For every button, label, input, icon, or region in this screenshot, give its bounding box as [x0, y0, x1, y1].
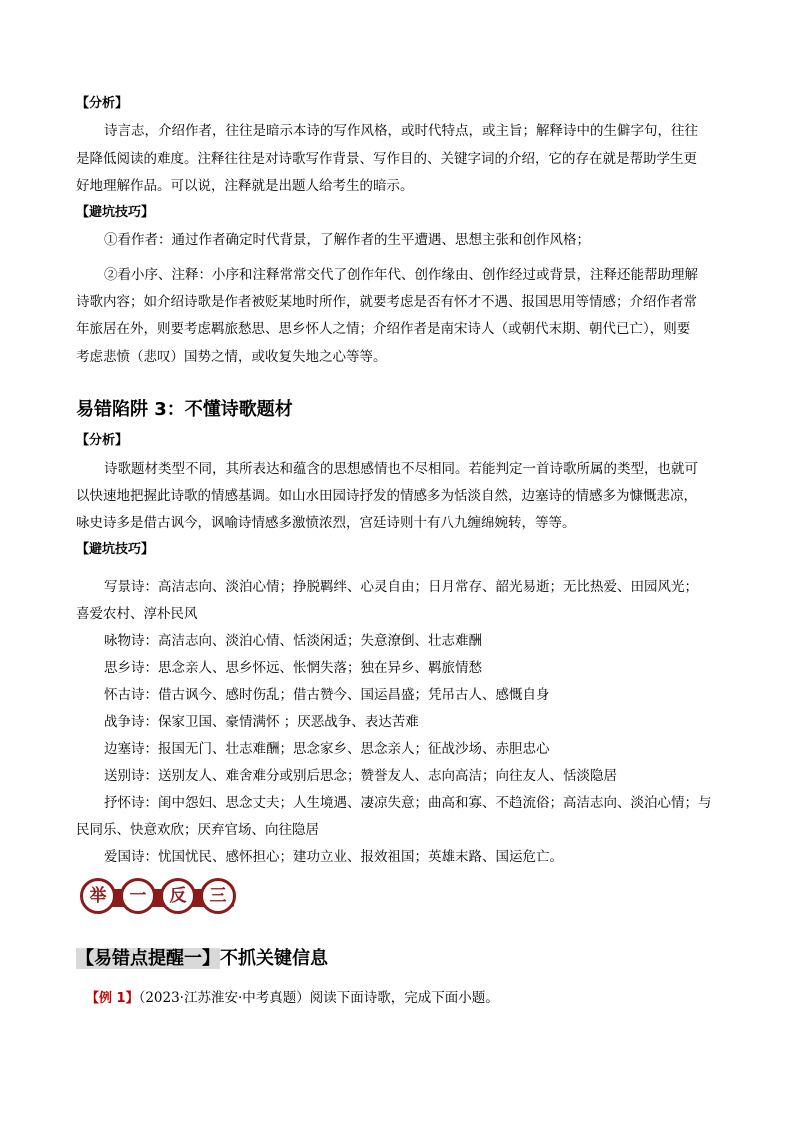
- banner-char: 举: [80, 878, 116, 914]
- banner-char: 一: [120, 878, 156, 914]
- tips-line: 怀古诗：借古讽今、感时伤乱；借古赞今、国运昌盛；凭吊古人、感慨自身: [104, 687, 550, 703]
- tips-line: 思乡诗：思念亲人、思乡怀远、怅惘失落；独在异乡、羁旅情愁: [104, 660, 482, 676]
- tips-line: 民同乐、快意欢欣；厌弃官场、向往隐居: [76, 822, 319, 838]
- juyifansan-banner: [80, 876, 240, 920]
- tips-line: ②看小序、注释：小序和注释常常交代了创作年代、创作缘由、创作经过或背景，注释还能帮助理解: [104, 267, 698, 283]
- reminder-heading: [76, 944, 328, 970]
- tips-line: 考虑悲愤（悲叹）国势之情，或收复失地之心等等。: [76, 349, 387, 365]
- tips-line: 边塞诗：报国无门、壮志难酬；思念家乡、思念亲人；征战沙场、赤胆忠心: [104, 741, 550, 757]
- tips-line: 写景诗：高洁志向、淡泊心情；挣脱羁绊、心灵自由；日月常存、韶光易逝；无比热爱、田园风光；: [104, 579, 698, 595]
- tips-line: 抒怀诗：闺中怨妇、思念丈夫；人生境遇、凄凉失意；曲高和寡、不趋流俗；高洁志向、淡泊心情；与: [104, 795, 712, 811]
- tips-line: 诗歌内容；如介绍诗歌是作者被贬某地时所作，就要考虑是否有怀才不遇、报国思用等情感；介绍作者常: [76, 294, 697, 310]
- tips-tag: 【避坑技巧】: [76, 542, 155, 557]
- analysis-line: 好地理解作品。可以说，注释就是出题人给考生的暗示。: [76, 178, 414, 194]
- reminder-text: 不抓关键信息: [220, 948, 328, 969]
- analysis-line: 以快速地把握此诗歌的情感基调。如山水田园诗抒发的情感多为恬淡自然，边塞诗的情感多为慷慨悲凉，: [76, 488, 697, 504]
- tips-line: 年旅居在外，则要考虑羁旅愁思、思乡怀人之情；介绍作者是南宋诗人（或朝代末期、朝代已亡），则要: [76, 321, 691, 337]
- tips-line: 送别诗：送别友人、难舍难分或别后思念；赞誉友人、志向高洁；向往友人、恬淡隐居: [104, 768, 617, 784]
- example-label: 【例 1】: [86, 991, 139, 1006]
- analysis-line: 咏史诗多是借古讽今，讽喻诗情感多激愤浓烈，宫廷诗则十有八九缠绵婉转，等等。: [76, 515, 576, 531]
- tips-line: 咏物诗：高洁志向、淡泊心情、恬淡闲适；失意潦倒、壮志难酬: [104, 633, 482, 649]
- analysis-line: 是降低阅读的难度。注释往往是对诗歌写作背景、写作目的、关键字词的介绍，它的存在就是帮助学生更: [76, 151, 697, 167]
- tips-line: 爱国诗：忧国忧民、感怀担心；建功立业、报效祖国；英雄末路、国运危亡。: [104, 849, 563, 865]
- example-text: （2023·江苏淮安·中考真题）阅读下面诗歌，完成下面小题。: [138, 990, 499, 1006]
- banner-char: 三: [200, 878, 236, 914]
- reminder-bracket: 【易错点提醒一】: [76, 948, 220, 969]
- tips-line: ①看作者：通过作者确定时代背景，了解作者的生平遭遇、思想主张和创作风格；: [104, 232, 590, 248]
- tips-line: 战争诗：保家卫国、豪情满怀 ；厌恶战争、表达苦难: [104, 714, 419, 730]
- example-line: [86, 986, 499, 1006]
- tips-line: 喜爱农村、淳朴民风: [76, 606, 198, 622]
- analysis-tag: 【分析】: [76, 96, 129, 111]
- tips-tag: 【避坑技巧】: [76, 205, 155, 220]
- analysis-line: 诗歌题材类型不同，其所表达和蕴含的思想感情也不尽相同。若能判定一首诗歌所属的类型，也就可: [104, 461, 698, 477]
- section-heading: 易错陷阱 3：不懂诗歌题材: [76, 399, 293, 420]
- banner-char: 反: [160, 878, 196, 914]
- analysis-line: 诗言志，介绍作者，往往是暗示本诗的写作风格，或时代特点，或主旨；解释诗中的生僻字句，往往: [104, 123, 698, 139]
- analysis-tag: 【分析】: [76, 433, 129, 448]
